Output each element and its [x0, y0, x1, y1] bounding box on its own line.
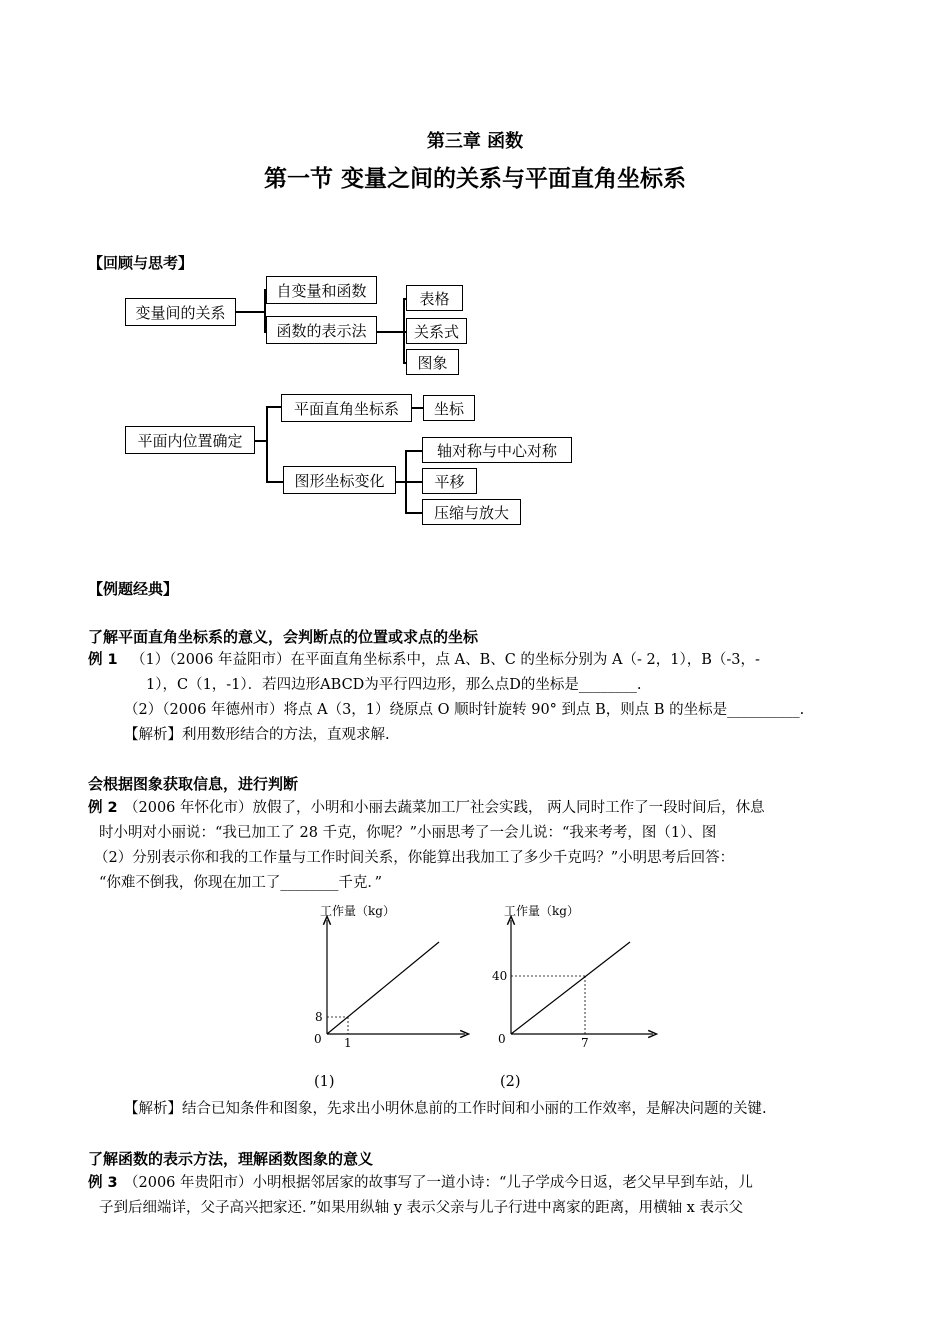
graph2-origin: 0 [498, 1032, 506, 1046]
tree2-leaf-label: 压缩与放大 [433, 503, 509, 522]
examples-heading: 【例题经典】 [88, 580, 179, 598]
graph1-origin: 0 [314, 1032, 322, 1046]
tree1-leaf-table-box [406, 285, 463, 311]
example-1-line: （1）（2006 年益阳市）在平面直角坐标系中，点 A、B、C 的坐标分别为 A（- 2，1），B（-3，- [131, 652, 760, 668]
example-3-line: （2006 年贵阳市）小明根据邻居家的故事写了一道小诗：“儿子学成今日返，老父早早到车站，儿 [124, 1175, 753, 1191]
review-heading: 【回顾与思考】 [88, 254, 194, 272]
tree1-leaf-formula-box [406, 318, 467, 344]
connector [266, 406, 268, 482]
graph2-y-tick: 40 [492, 969, 508, 983]
tree2-child1-box [281, 394, 412, 422]
connector [236, 311, 265, 313]
graph2-caption: (2) [500, 1074, 521, 1090]
graph1-x-tick: 1 [344, 1036, 352, 1050]
topic-3-heading: 了解函数的表示方法，理解函数图象的意义 [88, 1150, 374, 1168]
tree1-leaf-label: 表格 [419, 289, 450, 308]
example-3-label: 例 3 [88, 1175, 118, 1191]
graph1-ylabel: 工作量（kg） [320, 904, 395, 918]
example-2-line: （2006 年怀化市）放假了，小明和小丽去蔬菜加工厂社会实践， 两人同时工作了一段时间后，休息 [124, 800, 765, 816]
tree2-child2-label: 图形坐标变化 [294, 471, 385, 490]
tree1-child1-box [266, 276, 377, 304]
tree1-child2-box [266, 316, 377, 344]
tree2-leaf-symmetry-box [422, 437, 572, 463]
example-1-line: （2）（2006 年德州市）将点 A（3，1）绕原点 O 顺时针旋转 90° 到点 B，则点 B 的坐标是__________. [124, 702, 805, 718]
tree2-child1-leaf-box [423, 395, 475, 421]
example-1-analysis: 【解析】利用数形结合的方法，直观求解. [124, 727, 390, 743]
tree1-leaf-label: 关系式 [413, 322, 459, 341]
graph2-x-tick: 7 [581, 1036, 589, 1050]
tree1-root-label: 变量间的关系 [135, 303, 226, 322]
topic-1-heading: 了解平面直角坐标系的意义，会判断点的位置或求点的坐标 [88, 628, 479, 646]
tree1-child1-label: 自变量和函数 [276, 281, 367, 300]
tree1-leaf-label: 图象 [417, 353, 448, 372]
tree2-leaf-scaling-box [422, 499, 521, 525]
graph1-line [327, 942, 439, 1034]
connector [266, 481, 284, 483]
chapter-title: 第三章 函数 [426, 131, 524, 152]
tree2-root-box [125, 426, 255, 454]
example-2-analysis: 【解析】结合已知条件和图象，先求出小明休息前的工作时间和小丽的工作效率，是解决问题的关键. [124, 1101, 767, 1117]
tree2-leaf-label: 平移 [434, 472, 465, 491]
graph1-caption: (1) [314, 1074, 335, 1090]
connector [377, 331, 404, 333]
tree2-leaf-translation-box [422, 468, 477, 494]
graph1-y-tick: 8 [315, 1010, 323, 1024]
example-1-line: 1），C（1，-1）．若四边形ABCD为平行四边形，那么点D的坐标是________. [146, 677, 642, 693]
example-1-label: 例 1 [88, 652, 118, 668]
example-2-line: （2）分别表示你和我的工作量与工作时间关系，你能算出我加工了多少千克吗？”小明思考后回答： [94, 850, 735, 866]
work-graph-1 [300, 898, 470, 1058]
connector [405, 481, 423, 483]
example-2-line: 时小明对小丽说：“我已加工了 28 千克，你呢？”小丽思考了一会儿说：“我来考考，图（1）、图 [99, 825, 717, 841]
graph2-ylabel: 工作量（kg） [504, 904, 579, 918]
tree2-leaf-label: 轴对称与中心对称 [436, 441, 557, 460]
example-3-line: 子到后细端详，父子高兴把家还．”如果用纵轴 y 表示父亲与儿子行进中离家的距离，用横轴 x 表示父 [99, 1200, 743, 1216]
tree2-root-label: 平面内位置确定 [137, 431, 243, 450]
tree1-child2-label: 函数的表示法 [276, 321, 367, 340]
graph2-line [511, 942, 630, 1034]
connector [405, 450, 423, 452]
tree2-coordinate-label: 坐标 [433, 399, 464, 418]
tree2-child2-box [283, 466, 396, 494]
tree1-root-box [125, 298, 236, 326]
work-graph-2 [490, 898, 660, 1058]
tree2-child1-label: 平面直角坐标系 [293, 399, 399, 418]
section-title: 第一节 变量之间的关系与平面直角坐标系 [263, 166, 686, 192]
connector [405, 512, 423, 514]
topic-2-heading: 会根据图象获取信息，进行判断 [88, 775, 299, 793]
tree1-leaf-graph-box [406, 349, 459, 375]
example-2-line: “你难不倒我，你现在加工了________千克．” [99, 875, 383, 891]
connector [266, 406, 282, 408]
example-2-label: 例 2 [88, 800, 118, 816]
